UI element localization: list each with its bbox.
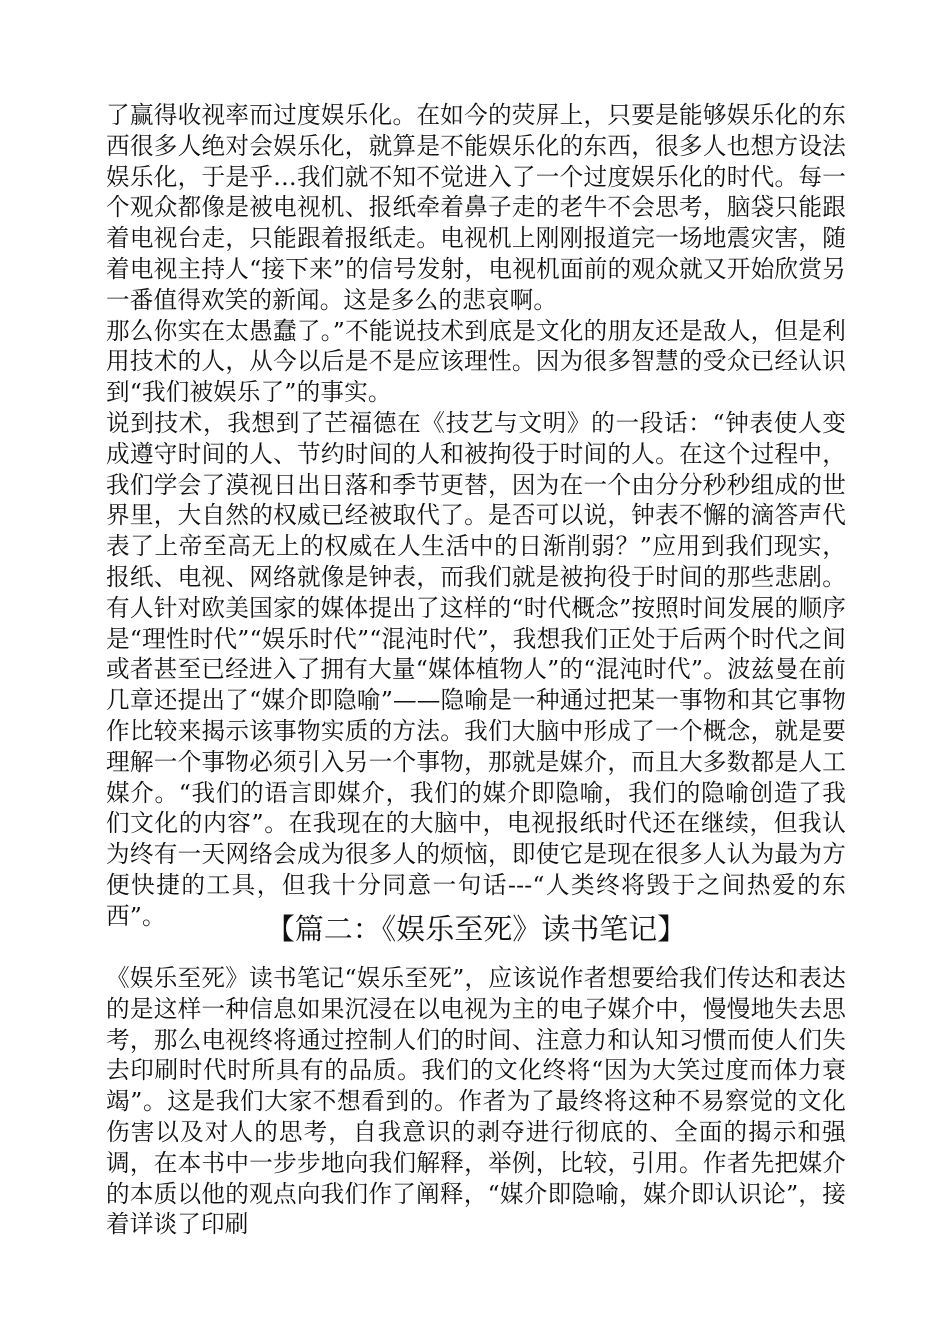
paragraph: 那么你实在太愚蠢了。”不能说技术到底是文化的朋友还是敌人，但是利用技术的人，从今以后是不是应该理性。因为很多智慧的受众已经认识到“我们被娱乐了”的事实。 xyxy=(106,316,846,407)
paragraph: 说到技术，我想到了芒福德在《技艺与文明》的一段话：“钟表使人变成遵守时间的人、节约时间的人和被拘役于时间的人。在这个过程中，我们学会了漠视日出日落和季节更替，因为在一个由分分秒秒组成的世界里，大自然的权威已经被取代了。是否可以说，钟表不懈的滴答声代表了上帝至高无上的权威在人生活中的日渐削弱？”应用到我们现实，报纸、电视、网络就像是钟表，而我们就是被拘役于时间的那些悲剧。有人针对欧美国家的媒体提出了这样的“时代概念”按照时间发展的顺序是“理性时代”“娱乐时代”“混沌时代”，我想我们正处于后两个时代之间或者甚至已经进入了拥有大量“媒体植物人”的“混沌时代”。波兹曼在前几章还提出了“媒介即隐喻”——隐喻是一种通过把某一事物和其它事物作比较来揭示该事物实质的方法。我们大脑中形成了一个概念，就是要理解一个事物必须引入另一个事物，那就是媒介，而且大多数都是人工媒介。“我们的语言即媒介，我们的媒介即隐喻，我们的隐喻创造了我们文化的内容”。在我现在的大脑中，电视报纸时代还在继续，但我认为终有一天网络会成为很多人的烦恼，即使它是现在很多人认为最为方便快捷的工具，但我十分同意一句话---“人类终将毁于之间热爱的东西”。 xyxy=(106,408,846,930)
paragraph: 《娱乐至死》读书笔记“娱乐至死”，应该说作者想要给我们传达和表达的是这样一种信息如果沉浸在以电视为主的电子媒介中，慢慢地失去思考，那么电视终将通过控制人们的时间、注意力和认知习惯而使人们失去印刷时代时所具有的品质。我们的文化终将“因为大笑过度而体力衰竭”。这是我们大家不想看到的。作者为了最终将这种不易察觉的文化伤害以及对人的思考，自我意识的剥夺进行彻底的、全面的揭示和强调，在本书中一步步地向我们解释，举例，比较，引用。作者先把媒介的本质以他的观点向我们作了阐释，“媒介即隐喻，媒介即认识论”，接着详谈了印刷 xyxy=(106,964,846,1239)
body-text-top xyxy=(106,100,846,932)
section-heading: 【篇二：《娱乐至死》读书笔记】 xyxy=(265,912,687,946)
paragraph: 了赢得收视率而过度娱乐化。在如今的荧屏上，只要是能够娱乐化的东西很多人绝对会娱乐化，就算是不能娱乐化的东西，很多人也想方设法娱乐化，于是乎…我们就不知不觉进入了一个过度娱乐化的时代。每一个观众都像是被电视机、报纸牵着鼻子走的老牛不会思考，脑袋只能跟着电视台走，只能跟着报纸走。电视机上刚刚报道完一场地震灾害，随着电视主持人“接下来”的信号发射，电视机面前的观众就又开始欣赏另一番值得欢笑的新闻。这是多么的悲哀啊。 xyxy=(106,101,846,314)
body-text-bottom xyxy=(106,963,846,1240)
